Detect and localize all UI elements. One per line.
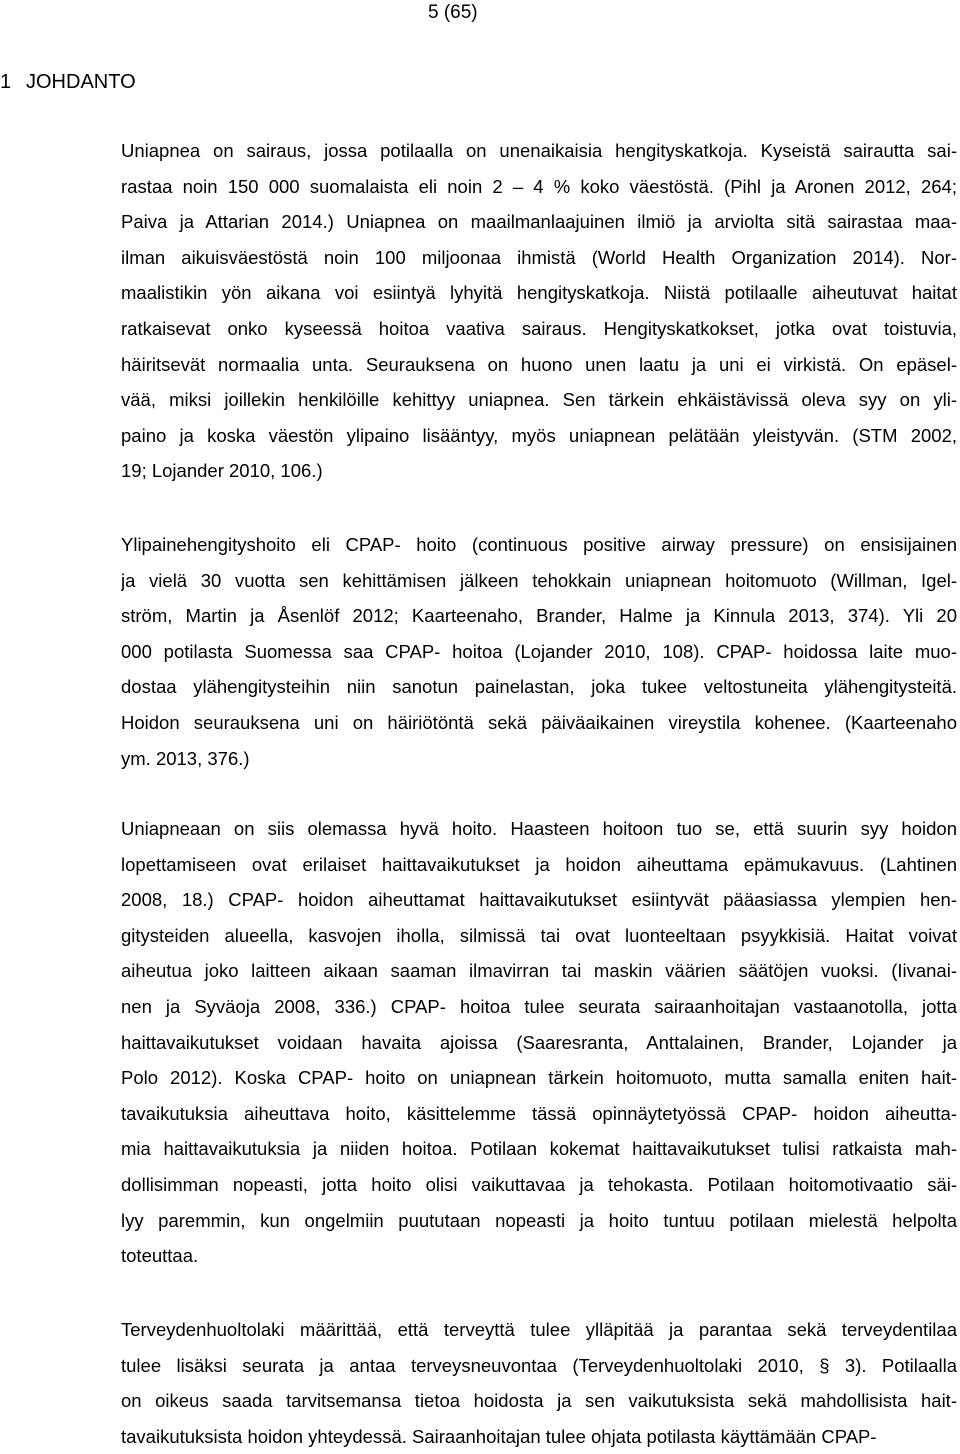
text-line: nen ja Syväoja 2008, 336.) CPAP- hoitoa tulee seurata sairaanhoitajan vastaanotolla, jotta: [121, 995, 957, 1017]
text-line: vää, miksi joillekin henkilöille kehittyy uniapnea. Sen tärkein ehkäistävissä oleva syy on yli-: [121, 389, 957, 411]
text-line: häiritsevät normaalia unta. Seurauksena on huono unen laatu ja uni ei virkistä. On epäsel-: [121, 353, 957, 375]
text-line: ratkaisevat onko kyseessä hoitoa vaativa sairaus. Hengityskatkokset, jotka ovat toistuvia,: [121, 317, 957, 339]
text-line: Uniapneaan on siis olemassa hyvä hoito. Haasteen hoitoon tuo se, että suurin syy hoidon: [121, 818, 957, 839]
text-line: maalistikin yön aikana voi esiintyä lyhyitä hengityskatkoja. Niistä potilaalle aiheutuvat haitat: [121, 282, 957, 304]
text-line: dollisimman nopeasti, jotta hoito olisi vaikuttavaa ja tehokasta. Potilaan hoitomotivaatio säi-: [121, 1173, 957, 1195]
text-line: Paiva ja Attarian 2014.) Uniapnea on maailmanlaajuinen ilmiö ja arviolta sitä sairastaa maa-: [121, 211, 957, 233]
text-line: 2008, 18.) CPAP- hoidon aiheuttamat haittavaikutukset esiintyvät pääasiassa ylempien hen-: [121, 889, 957, 911]
chapter-heading: [0, 71, 136, 93]
text-line: tavaikutuksista hoidon yhteydessä. Sairaanhoitajan tulee ohjata potilasta käyttämään CPAP-: [121, 1425, 877, 1447]
text-line: on oikeus saada tarvitsemansa tietoa hoidosta ja sen vaikutuksista sekä mahdollisista hait-: [121, 1390, 957, 1412]
text-line: toteuttaa.: [121, 1245, 199, 1267]
text-line: Hoidon seurauksena uni on häiriötöntä sekä päiväaikainen vireystila kohenee. (Kaarteenaho: [121, 711, 957, 733]
text-line: ström, Martin ja Åsenlöf 2012; Kaarteenaho, Brander, Halme ja Kinnula 2013, 374). Yli 20: [121, 605, 957, 627]
text-line: rastaa noin 150 000 suomalaista eli noin 2 – 4 % koko väestöstä. (Pihl ja Aronen 2012, 264;: [121, 175, 957, 197]
text-line: ym. 2013, 376.): [121, 747, 250, 769]
text-line: tulee lisäksi seurata ja antaa terveysneuvontaa (Terveydenhuoltolaki 2010, § 3). Potilaalla: [121, 1354, 957, 1376]
text-line: haittavaikutukset voidaan havaita ajoissa (Saaresranta, Anttalainen, Brander, Lojander ja: [121, 1031, 957, 1053]
page-number: 5 (65): [428, 2, 478, 23]
text-line: Ylipainehengityshoito eli CPAP- hoito (continuous positive airway pressure) on ensisijainen: [121, 534, 957, 555]
text-line: 000 potilasta Suomessa saa CPAP- hoitoa (Lojander 2010, 108). CPAP- hoidossa laite muo-: [121, 640, 957, 662]
text-line: ja vielä 30 vuotta sen kehittämisen jälkeen tehokkain uniapnean hoitomuoto (Willman, Igel-: [121, 569, 957, 591]
text-line: lyy paremmin, kun ongelmiin puututaan nopeasti ja hoito tuntuu potilaan mielestä helpolta: [121, 1209, 957, 1231]
chapter-title: JOHDANTO: [26, 71, 136, 93]
paragraph-1: [121, 133, 957, 489]
text-line: mia haittavaikutuksia ja niiden hoitoa. Potilaan kokemat haittavaikutukset tulisi ratkaista mah-: [121, 1138, 957, 1160]
text-line: Polo 2012). Koska CPAP- hoito on uniapnean tärkein hoitomuoto, mutta samalla eniten hait-: [121, 1067, 957, 1089]
text-line: aiheutua joko laitteen aikaan saaman ilmavirran tai maskin väärien säätöjen vuoksi. (Iivanai-: [121, 960, 957, 982]
text-line: lopettamiseen ovat erilaiset haittavaikutukset ja hoidon aiheuttama epämukavuus. (Lahtinen: [121, 853, 957, 875]
text-line: paino ja koska väestön ylipaino lisääntyy, myös uniapnean pelätään yleistyvän. (STM 2002,: [121, 424, 957, 446]
paragraph-2: [121, 527, 957, 776]
text-line: Terveydenhuoltolaki määrittää, että terveyttä tulee ylläpitää ja parantaa sekä terveydentilaa: [121, 1319, 957, 1340]
text-line: ilman aikuisväestöstä noin 100 miljoonaa ihmistä (World Health Organization 2014). Nor-: [121, 246, 957, 268]
text-line: 19; Lojander 2010, 106.): [121, 460, 323, 482]
text-line: Uniapnea on sairaus, jossa potilaalla on unenaikaisia hengityskatkoja. Kyseistä sairautta sai-: [121, 140, 957, 161]
chapter-number: 1: [0, 71, 12, 93]
paragraph-3: [121, 811, 957, 1274]
text-line: dostaa ylähengitysteihin niin sanotun painelastan, joka tukee veltostuneita ylähengitysteitä.: [121, 676, 957, 698]
text-line: gitysteiden alueella, kasvojen iholla, silmissä tai ovat luonteeltaan psyykkisiä. Haitat voivat: [121, 924, 957, 946]
paragraph-4: [121, 1312, 957, 1454]
text-line: tavaikutuksia aiheuttava hoito, käsittelemme tässä opinnäytetyössä CPAP- hoidon aiheutta-: [121, 1102, 957, 1124]
